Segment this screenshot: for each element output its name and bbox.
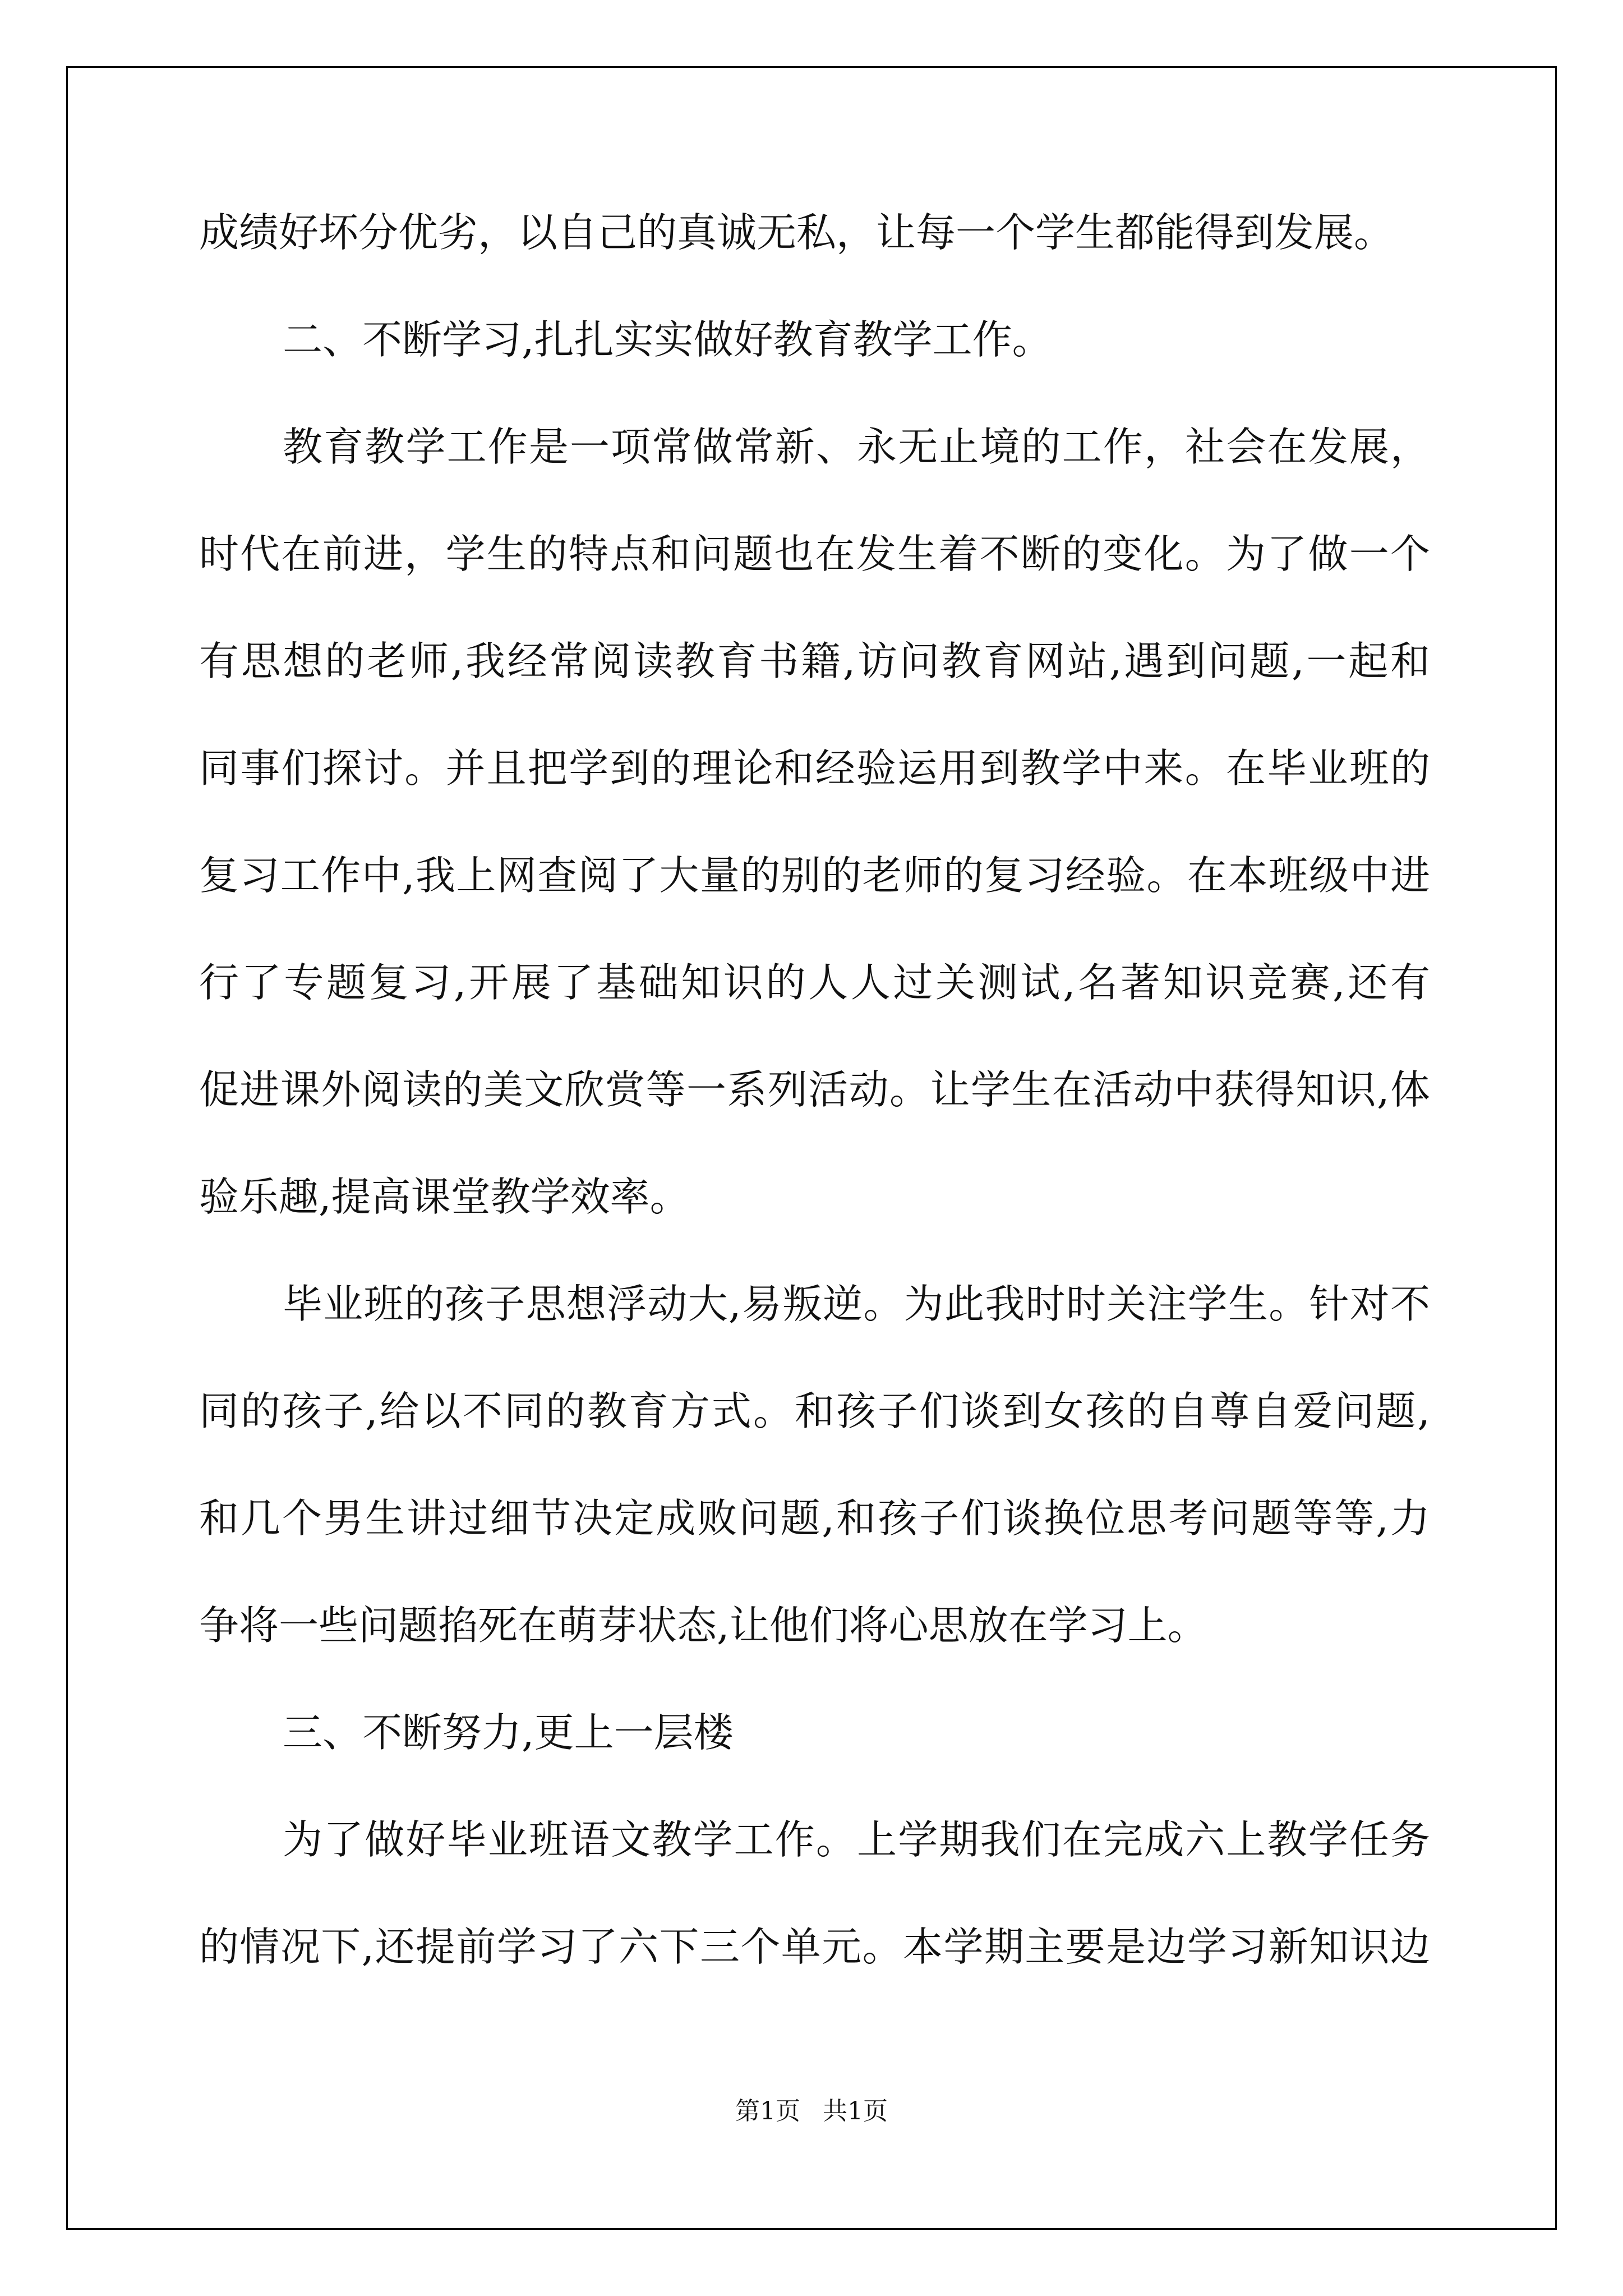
text-line: 同事们探讨。并且把学到的理论和经验运用到教学中来。在毕业班的 [199, 745, 1430, 792]
page-number-total: 共1页 [823, 2097, 888, 2125]
text-line: 时代在前进，学生的特点和问题也在发生着不断的变化。为了做一个 [199, 531, 1430, 577]
page-footer [0, 2091, 1623, 2127]
text-line: 毕业班的孩子思想浮动大,易叛逆。为此我时时关注学生。针对不 [283, 1281, 1430, 1327]
text-line: 有思想的老师,我经常阅读教育书籍,访问教育网站,遇到问题,一起和 [199, 638, 1430, 684]
text-line: 为了做好毕业班语文教学工作。上学期我们在完成六上教学任务 [283, 1816, 1430, 1863]
text-line: 争将一些问题掐死在萌芽状态,让他们将心思放在学习上。 [199, 1602, 1207, 1649]
text-line: 成绩好坏分优劣，以自己的真诚无私，让每一个学生都能得到发展。 [199, 209, 1394, 256]
document-body [199, 206, 1430, 2027]
text-line: 教育教学工作是一项常做常新、永无止境的工作，社会在发展， [283, 424, 1430, 470]
text-line: 同的孩子,给以不同的教育方式。和孩子们谈到女孩的自尊自爱问题, [199, 1388, 1430, 1434]
text-line: 和几个男生讲过细节决定成败问题,和孩子们谈换位思考问题等等,力 [199, 1495, 1430, 1542]
text-line: 促进课外阅读的美文欣赏等一系列活动。让学生在活动中获得知识,体 [199, 1066, 1430, 1113]
text-line: 二、不断学习,扎扎实实做好教育教学工作。 [283, 316, 1052, 363]
text-line: 复习工作中,我上网查阅了大量的别的老师的复习经验。在本班级中进 [199, 852, 1430, 899]
text-line: 行了专题复习,开展了基础知识的人人过关测试,名著知识竞赛,还有 [199, 959, 1430, 1006]
text-line: 验乐趣,提高课堂教学效率。 [199, 1174, 690, 1220]
text-line: 三、不断努力,更上一层楼 [283, 1709, 734, 1756]
page-number-current: 第1页 [735, 2097, 800, 2125]
text-line: 的情况下,还提前学习了六下三个单元。本学期主要是边学习新知识边 [199, 1924, 1430, 1970]
